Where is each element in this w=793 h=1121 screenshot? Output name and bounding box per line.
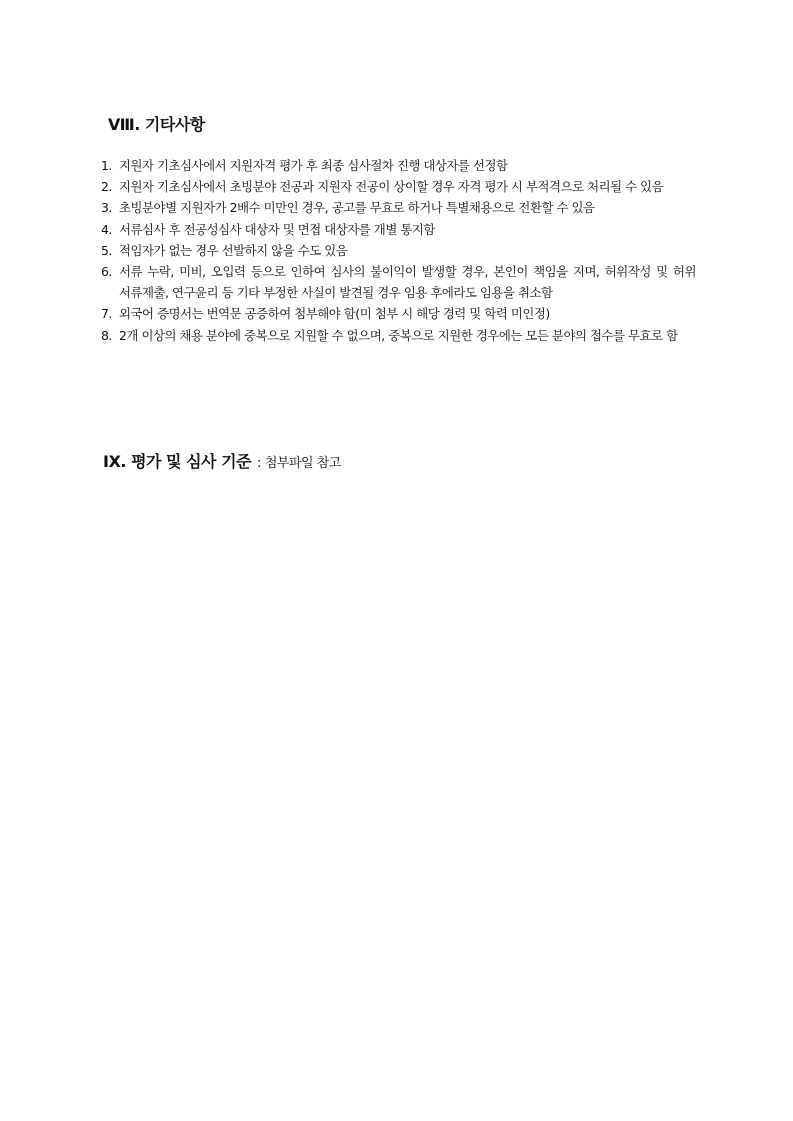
section-7-title: Ⅷ. 기타사항 bbox=[108, 115, 205, 134]
item-text: 2개 이상의 채용 분야에 중복으로 지원할 수 없으며, 중복으로 지원한 경우에는 모든 분야의 접수를 무효로 함 bbox=[119, 327, 678, 343]
list-item bbox=[101, 325, 696, 346]
item-number: 6. bbox=[101, 264, 112, 280]
list-item bbox=[101, 240, 696, 261]
item-number: 2. bbox=[101, 179, 112, 195]
item-number: 3. bbox=[101, 200, 112, 216]
list-item bbox=[101, 303, 696, 324]
list-item bbox=[101, 219, 696, 240]
item-number: 4. bbox=[101, 221, 112, 237]
item-text: 서류 누락, 미비, 오입력 등으로 인하여 심사의 불이익이 발생할 경우, 본인이 책임을 지며, 허위작성 및 허위 서류제출, 연구윤리 등 기타 부정한 사실이 발견될 경우 임용 후에라도 임용을 취소함 bbox=[119, 264, 696, 301]
item-number: 1. bbox=[101, 158, 112, 173]
item-text: 지원자 기초심사에서 초빙분야 전공과 지원자 전공이 상이할 경우 자격 평가 시 부적격으로 처리될 수 있음 bbox=[119, 179, 664, 195]
section-9-title: Ⅸ. 평가 및 심사 기준 bbox=[103, 452, 251, 471]
list-item bbox=[101, 176, 696, 197]
item-number: 8. bbox=[101, 327, 112, 343]
item-text: 서류심사 후 전공성심사 대상자 및 면접 대상자를 개별 통지함 bbox=[119, 221, 435, 237]
item-text: 적임자가 없는 경우 선발하지 않을 수도 있음 bbox=[119, 242, 348, 258]
section-9-heading bbox=[103, 452, 341, 474]
list-item bbox=[101, 261, 696, 303]
item-text: 외국어 증명서는 번역문 공증하여 첨부해야 함(미 첨부 시 해당 경력 및 학력 미인정) bbox=[119, 306, 550, 322]
section-9-separator: : bbox=[256, 456, 261, 471]
notes-list bbox=[101, 155, 696, 346]
item-text: 초빙분야별 지원자가 2배수 미만인 경우, 공고를 무효로 하거나 특별채용으로 전환할 수 있음 bbox=[119, 200, 595, 216]
list-item bbox=[101, 197, 696, 218]
list-item bbox=[101, 155, 696, 176]
section-9-note: 첨부파일 참고 bbox=[264, 456, 341, 471]
item-number: 7. bbox=[101, 306, 112, 322]
item-number: 5. bbox=[101, 242, 112, 258]
item-text: 지원자 기초심사에서 지원자격 평가 후 최종 심사절차 진행 대상자를 선정함 bbox=[119, 158, 508, 173]
